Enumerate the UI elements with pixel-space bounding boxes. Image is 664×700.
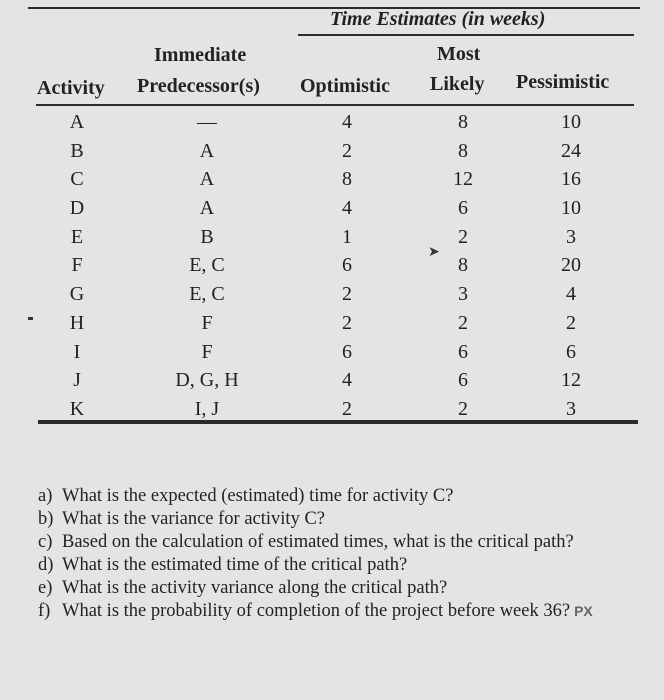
predecessor-cell: I, J [194, 397, 220, 420]
optimistic-column [317, 108, 377, 424]
activity-cell: J [73, 369, 81, 392]
optimistic-cell: 4 [342, 111, 352, 133]
pen-mark [28, 317, 33, 320]
question-b [38, 508, 648, 530]
predecessor-cell: B [200, 225, 214, 248]
most-likely-cell: 6 [458, 369, 468, 392]
most-likely-column [433, 108, 493, 424]
pessimistic-cell: 16 [561, 168, 581, 191]
predecessor-cell: A [199, 197, 215, 220]
pessimistic-cell: 3 [566, 225, 576, 248]
pessimistic-cell: 2 [566, 311, 576, 334]
question-text: Based on the calculation of estimated times, what is the critical path? [62, 532, 574, 552]
optimistic-cell: 2 [342, 311, 352, 334]
pessimistic-cell: 10 [561, 197, 581, 220]
most-likely-cell: 2 [458, 397, 468, 420]
most-likely-cell: 12 [453, 168, 473, 191]
optimistic-cell: 2 [342, 397, 352, 420]
predecessor-cell: F [201, 340, 213, 363]
question-text-body: What is the probability of completion of the project before week 36? [62, 601, 571, 621]
activity-cell: G [69, 283, 85, 306]
optimistic-cell: 2 [342, 283, 352, 306]
most-likely-cell: 2 [458, 311, 468, 334]
pessimistic-header: Pessimistic [516, 71, 610, 93]
question-label: c) [38, 532, 53, 552]
optimistic-cell: 2 [342, 139, 352, 162]
most-likely-cell: 8 [458, 254, 468, 277]
predecessor-column [152, 108, 262, 424]
pessimistic-cell: 6 [566, 340, 576, 363]
activity-cell: K [69, 397, 85, 420]
question-c [38, 531, 648, 553]
group-header: Time Estimates (in weeks) [330, 8, 546, 30]
predecessor-cell: E, C [189, 254, 225, 277]
activity-cell: C [70, 168, 84, 191]
activity-column [47, 108, 107, 424]
predecessor-cell: — [197, 111, 217, 133]
predecessor-header-line1: Immediate [154, 44, 247, 66]
activity-cell: A [69, 111, 85, 133]
activity-cell: D [69, 197, 85, 220]
question-text: What is the estimated time of the critical path? [62, 555, 408, 575]
question-label: a) [38, 486, 53, 506]
pessimistic-cell: 4 [566, 283, 576, 306]
pessimistic-cell: 24 [561, 139, 581, 162]
question-text: What is the activity variance along the critical path? [62, 578, 448, 598]
optimistic-cell: 4 [342, 369, 352, 392]
most-likely-cell: 8 [458, 111, 468, 133]
question-e [38, 577, 648, 599]
most-likely-cell: 6 [458, 340, 468, 363]
most-likely-cell: 8 [458, 139, 468, 162]
activity-cell: B [70, 139, 84, 162]
optimistic-cell: 4 [342, 197, 352, 220]
optimistic-cell: 1 [342, 225, 352, 248]
activity-header: Activity [37, 77, 105, 99]
pessimistic-cell: 20 [561, 254, 581, 277]
pessimistic-cell: 10 [561, 111, 581, 133]
pointer-icon: ➤ [428, 245, 440, 260]
pessimistic-cell: 3 [566, 397, 576, 420]
question-label: e) [38, 578, 53, 598]
most-likely-header-line1: Most [437, 43, 481, 65]
px-watermark-logo: PX [574, 603, 593, 619]
header-bottom-rule [36, 104, 634, 106]
question-label: f) [38, 601, 51, 621]
optimistic-cell: 8 [342, 168, 352, 191]
predecessor-cell: E, C [189, 283, 225, 306]
activity-cell: E [70, 225, 84, 248]
most-likely-header-line2: Likely [430, 73, 485, 95]
optimistic-cell: 6 [342, 254, 352, 277]
pessimistic-cell: 12 [561, 369, 581, 392]
predecessor-cell: A [199, 168, 215, 191]
predecessor-cell: D, G, H [175, 369, 239, 392]
most-likely-cell: 3 [458, 283, 468, 306]
optimistic-header: Optimistic [300, 75, 390, 97]
most-likely-cell: 2 [458, 225, 468, 248]
question-label: b) [38, 509, 54, 529]
predecessor-cell: F [201, 311, 213, 334]
question-a [38, 485, 648, 507]
question-text [62, 600, 648, 622]
pessimistic-column [541, 108, 601, 424]
optimistic-cell: 6 [342, 340, 352, 363]
activity-cell: I [73, 340, 81, 363]
question-list [38, 485, 648, 623]
question-d [38, 554, 648, 576]
question-f [38, 600, 648, 622]
activity-cell: F [71, 254, 83, 277]
predecessor-header-line2: Predecessor(s) [137, 75, 260, 97]
activity-cell: H [69, 311, 85, 334]
question-text: What is the variance for activity C? [62, 509, 326, 529]
question-text: What is the expected (estimated) time for activity C? [62, 486, 454, 506]
group-header-rule [298, 34, 634, 36]
predecessor-cell: A [199, 139, 215, 162]
question-label: d) [38, 555, 54, 575]
most-likely-cell: 6 [458, 197, 468, 220]
